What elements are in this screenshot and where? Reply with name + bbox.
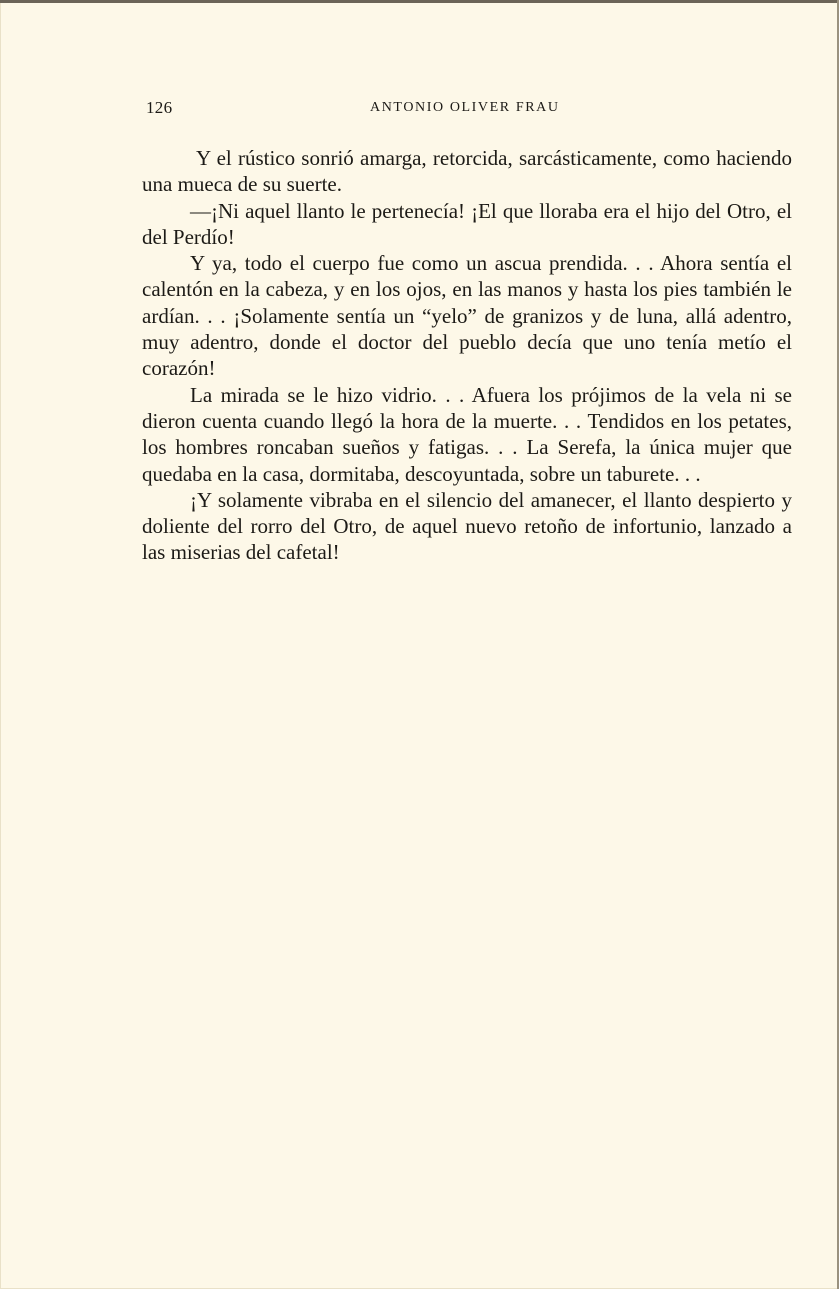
paragraph: Y ya, todo el cuerpo fue como un ascua prendida. . . Ahora sentía el calentón en la cabeza, y en los ojos, en las manos y hasta los pies también le ardían. . . ¡Solamente sentía un “yelo” de granizos y de luna, allá adentro, muy adentro, donde el doctor del pueblo decía que uno tenía metío el corazón! — [142, 251, 792, 381]
paragraph: —¡Ni aquel llanto le pertenecía! ¡El que lloraba era el hijo del Otro, el del Perdío! — [142, 198, 792, 249]
page-number: 126 — [146, 98, 173, 117]
paragraph: La mirada se le hizo vidrio. . . Afuera los prójimos de la vela ni se dieron cuenta cuando llegó la hora de la muerte. . . Tendidos en los petates, los hombres roncaban sueños y fatigas. . . La Serefa, la única mujer que quedaba en la casa, dormitaba, descoyuntada, sobre un taburete. . . — [142, 382, 792, 486]
running-head: ANTONIO OLIVER FRAU — [370, 100, 560, 115]
paragraph: Y el rústico sonrió amarga, retorcida, sarcásticamente, como haciendo una mueca de su suerte. — [142, 146, 792, 197]
page-top-edge — [0, 0, 839, 3]
paragraph: ¡Y solamente vibraba en el silencio del amanecer, el llanto despierto y doliente del rorro del Otro, de aquel nuevo retoño de infortunio, lanzado a las miserias del cafetal! — [142, 487, 792, 565]
page-header — [146, 98, 791, 124]
body-text — [142, 145, 792, 566]
